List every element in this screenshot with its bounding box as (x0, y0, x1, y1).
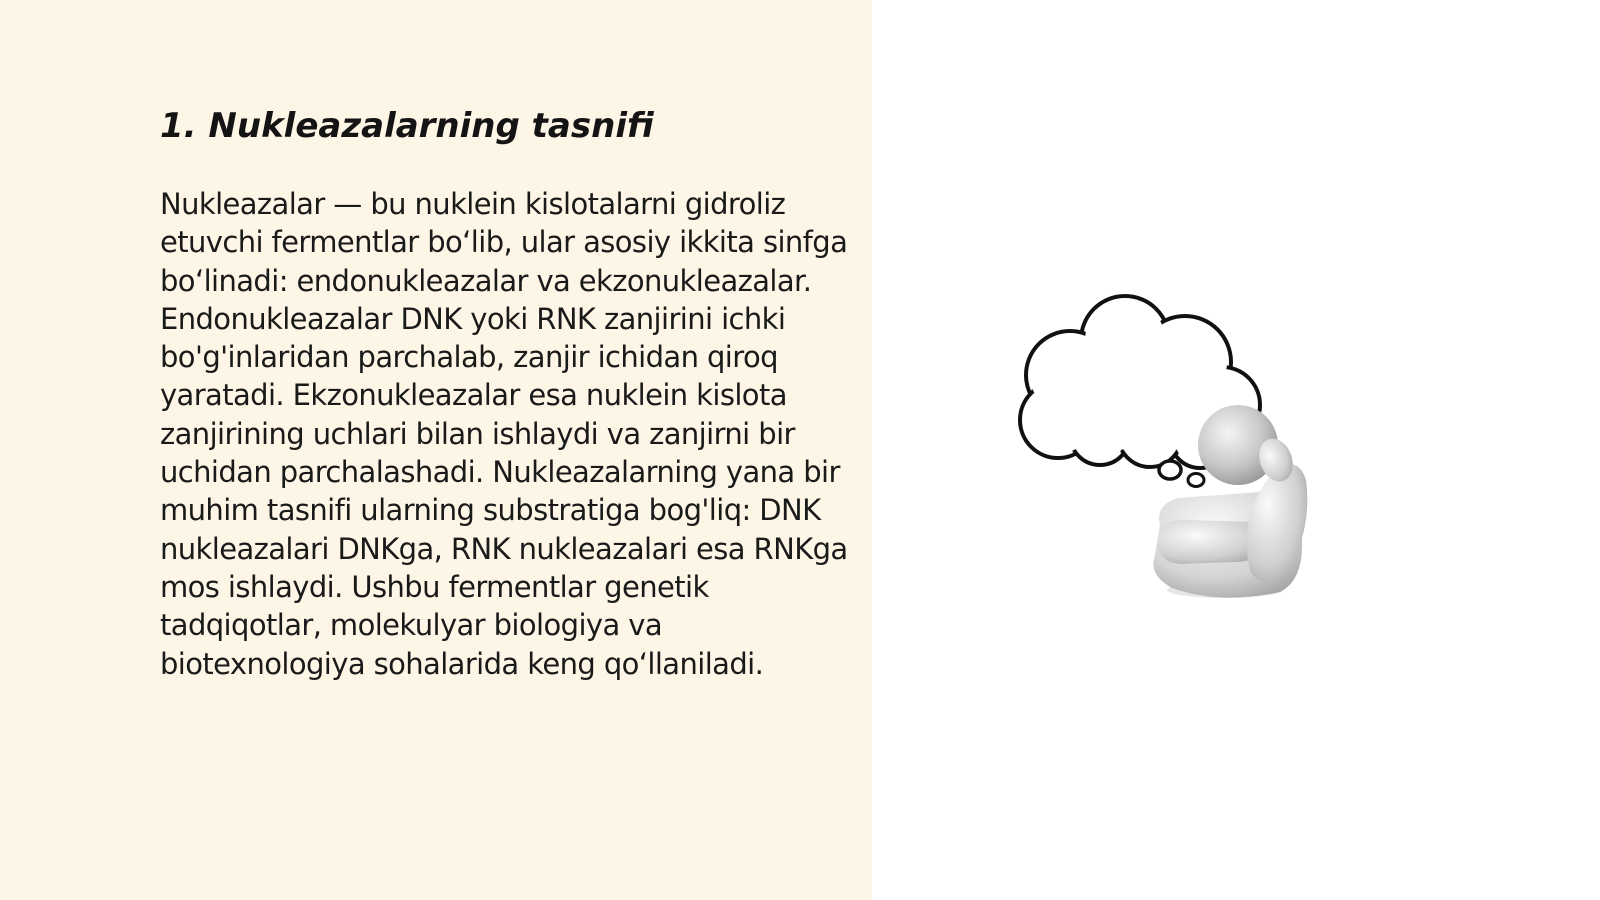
slide-heading: 1. Nukleazalarning tasnifi (160, 106, 654, 146)
slide-body-text: Nukleazalar — bu nuklein kislotalarni gidroliz etuvchi fermentlar bo‘lib, ular asosiy ikkita sinfga bo‘linadi: endonukleazalar va ekzonukleazalar. Endonukleazalar DNK yoki RNK zanjirini ichki bo'g'inlaridan parchalab, zanjir ichidan qiroq yaratadi. Ekzonukleazalar esa nuklein kislota zanjirining uchlari bilan ishlaydi va zanjirni bir uchidan parchalashadi. Nukleazalarning yana bir muhim tasnifi ularning substratiga bog'liq: DNK nukleazalari DNKga, RNK nukleazalari esa RNKga mos ishlaydi. Ushbu fermentlar genetik tadqiqotlar, molekulyar biologiya va biotexnologiya sohalarida keng qo‘llaniladi. (160, 187, 848, 681)
thinking-person-illustration (1010, 270, 1350, 620)
